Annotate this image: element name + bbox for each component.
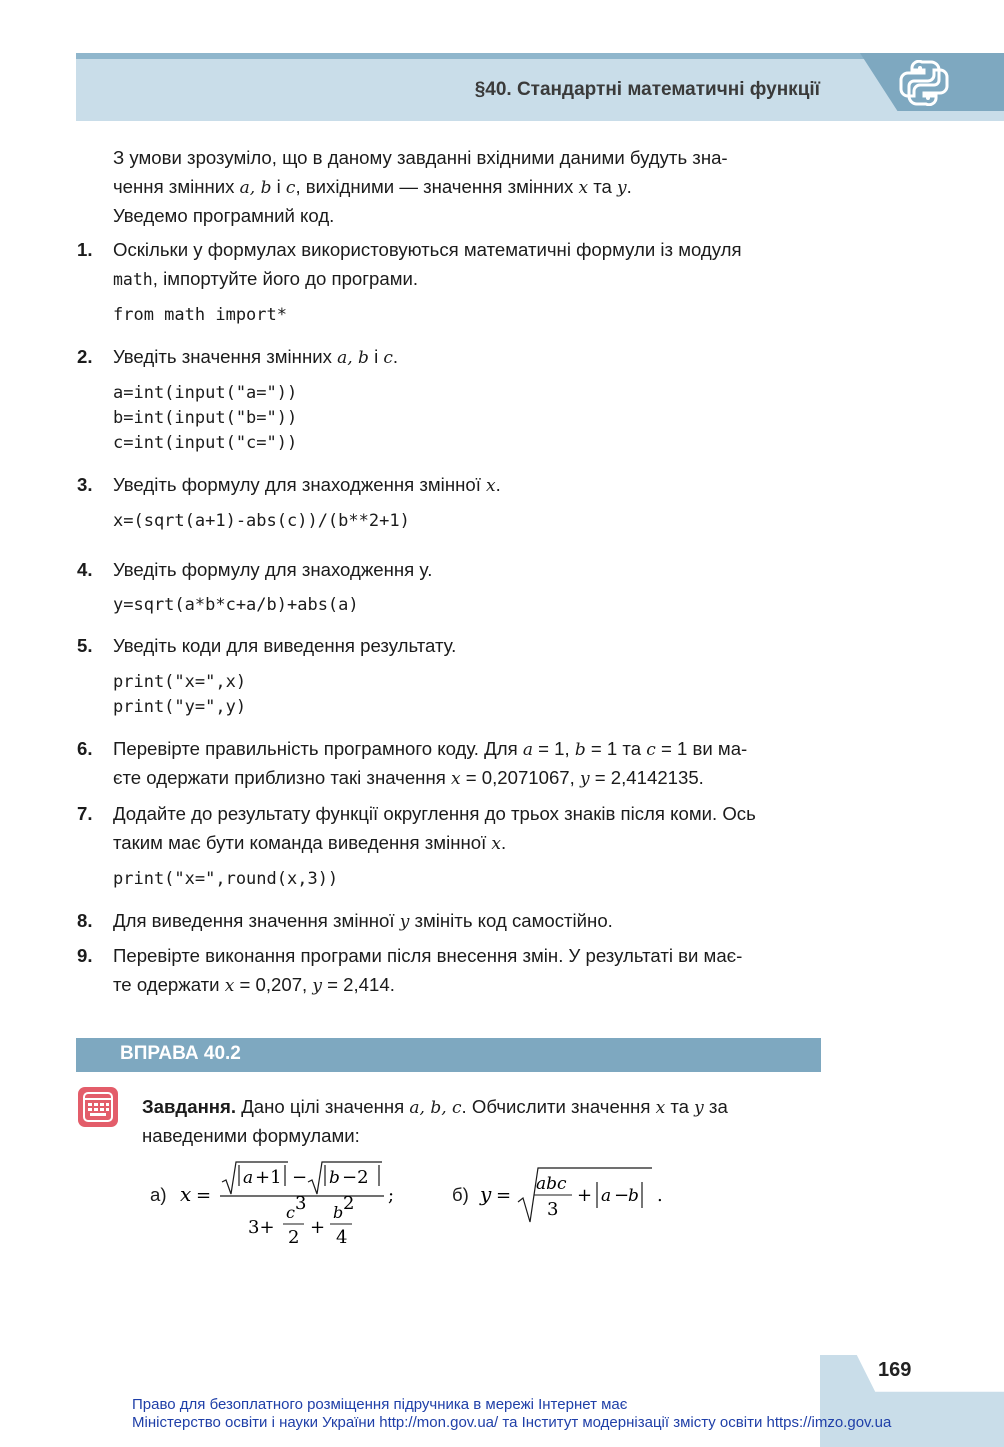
intro-line-2 [113, 172, 632, 203]
step-number: 1. [77, 239, 93, 260]
step-2-text [113, 342, 398, 373]
formula-b-label: б) [452, 1184, 469, 1205]
inline-code: math [113, 270, 153, 289]
page-number: 169 [878, 1359, 912, 1381]
text: = 0,207, [234, 974, 313, 995]
math-var: x [486, 476, 496, 496]
step-9-line-1: Перевірте виконання програми після внесення змін. У результаті ви має- [113, 945, 743, 966]
text: те одержати [113, 974, 225, 995]
math-var: b [574, 740, 586, 760]
formula-a [176, 1158, 406, 1258]
text: за [703, 1096, 728, 1117]
svg-text:−: − [614, 1185, 630, 1206]
code-block: print("x=",x) print("y=",y) [113, 672, 247, 717]
text: та [588, 176, 618, 197]
intro-line-3: Уведемо програмний код. [113, 205, 335, 226]
step-7-line-2 [113, 828, 506, 859]
text: Для виведення значення змінної [113, 910, 400, 931]
step-number: 8. [77, 910, 93, 931]
math-var: c [646, 740, 656, 760]
svg-text:−: − [292, 1167, 308, 1188]
math-var: x [655, 1098, 666, 1118]
svg-text:b: b [628, 1186, 639, 1206]
section-header-band [76, 53, 1004, 121]
footer-notice [132, 1396, 891, 1432]
step-1-line-1: Оскільки у формулах використовуються математичні формули із модуля [113, 239, 742, 260]
math-var-c: c [285, 178, 296, 198]
math-vars: a, b [337, 348, 369, 368]
step-1-line-2 [113, 264, 418, 294]
math-vars: a, b, c [409, 1098, 462, 1118]
step-6-line-1 [113, 734, 747, 765]
code-block: from math import* [113, 305, 287, 325]
python-logo-icon [898, 60, 950, 106]
exercise-task-line-1 [142, 1092, 728, 1123]
step-3-text [113, 470, 501, 501]
svg-text:a: a [243, 1168, 254, 1188]
text: єте одержати приблизно такі значення [113, 767, 451, 788]
step-6-line-2 [113, 763, 704, 794]
section-title: §40. Стандартні математичні функції [474, 79, 820, 100]
svg-text:b: b [333, 1203, 344, 1222]
svg-text:b: b [329, 1168, 340, 1188]
text: = 2,4142135. [589, 767, 704, 788]
text: = 1, [532, 738, 575, 759]
svg-text:;: ; [388, 1185, 395, 1206]
text: і [368, 346, 384, 367]
step-7-line-1: Додайте до результату функції округлення до трьох знаків після коми. Ось [113, 803, 756, 824]
step-number: 7. [77, 803, 93, 824]
text: . [626, 176, 632, 197]
text: таким має бути команда виведення змінної [113, 832, 492, 853]
math-var: x [491, 834, 502, 854]
svg-text:.: . [657, 1185, 663, 1206]
svg-text:c: c [286, 1203, 295, 1222]
text: . [501, 832, 507, 853]
code-block: y=sqrt(a*b*c+a/b)+abs(a) [113, 595, 359, 615]
task-label: Завдання. [142, 1096, 237, 1117]
footer-line-2: Міністерство освіти і науки України http://mon.gov.ua/ та Інститут модернізації змісту освіти https://imzo.gov.ua [132, 1414, 892, 1431]
math-var: y [399, 912, 410, 932]
svg-text:3: 3 [295, 1193, 307, 1214]
step-5-text: Уведіть коди для виведення результату. [113, 635, 457, 656]
text: = 0,2071067, [460, 767, 580, 788]
math-var: y [312, 976, 322, 996]
svg-text:=: = [496, 1185, 512, 1206]
text: , імпортуйте його до програми. [152, 268, 419, 289]
code-block: x=(sqrt(a+1)-abs(c))/(b**2+1) [113, 511, 410, 531]
text: = 2,414. [321, 974, 395, 995]
exercise-task-line-2: наведеними формулами: [142, 1125, 360, 1146]
svg-text:2: 2 [288, 1227, 300, 1248]
math-var: y [694, 1098, 704, 1118]
svg-text:+: + [577, 1185, 593, 1206]
svg-text:abc: abc [536, 1174, 567, 1194]
text: . Обчислити значення [461, 1096, 656, 1117]
formula-a-label: а) [150, 1184, 167, 1205]
svg-text:3: 3 [547, 1199, 559, 1220]
step-4-text: Уведіть формулу для знаходження y. [113, 559, 433, 580]
text: . [392, 346, 399, 367]
text: і [271, 176, 286, 197]
text: . [495, 474, 501, 495]
step-number: 2. [77, 346, 93, 367]
step-number: 4. [77, 559, 93, 580]
exercise-title: ВПРАВА 40.2 [120, 1043, 241, 1064]
svg-text:−2: −2 [342, 1167, 369, 1188]
math-var: x [450, 769, 461, 789]
math-var: y [579, 769, 590, 789]
step-number: 6. [77, 738, 93, 759]
svg-text:=: = [196, 1185, 212, 1206]
svg-text:+: + [310, 1217, 326, 1238]
step-number: 3. [77, 474, 93, 495]
svg-text:4: 4 [336, 1227, 348, 1248]
math-var-x: x [578, 178, 589, 198]
text: Дано цілі значення [236, 1096, 410, 1117]
svg-text:+1: +1 [255, 1167, 282, 1188]
text: чення змінних [113, 176, 240, 197]
math-vars-ab: a, b [239, 178, 272, 198]
svg-text:3+: 3+ [248, 1217, 275, 1238]
math-var-y: y [617, 178, 627, 198]
text: Уведіть значення змінних [113, 346, 338, 367]
svg-text:2: 2 [343, 1193, 355, 1214]
text: = 1 та [585, 738, 647, 759]
svg-text:x: x [180, 1182, 192, 1206]
text: Перевірте правильність програмного коду. Для [113, 738, 523, 759]
exercise-band [76, 1038, 821, 1072]
svg-text:y: y [480, 1182, 492, 1206]
code-block: a=int(input("a=")) b=int(input("b=")) c=int(input("c=")) [113, 383, 298, 453]
text: , вихідними — значення змінних [295, 176, 579, 197]
step-8-text [113, 906, 613, 937]
step-number: 9. [77, 945, 93, 966]
math-var: c [383, 348, 393, 368]
math-var: x [224, 976, 235, 996]
formula-b [476, 1158, 676, 1233]
footer-line-1: Право для безоплатного розміщення підручника в мережі Інтернет має [132, 1396, 628, 1413]
intro-line-1: З умови зрозуміло, що в даному завданні вхідними даними будуть зна- [113, 147, 728, 168]
step-9-line-2 [113, 970, 395, 1001]
text: = 1 ви ма- [655, 738, 748, 759]
text: Уведіть формулу для знаходження змінної [113, 474, 487, 495]
text: змініть код самостійно. [409, 910, 613, 931]
code-block: print("x=",round(x,3)) [113, 869, 339, 889]
text: та [665, 1096, 695, 1117]
step-number: 5. [77, 635, 93, 656]
svg-text:a: a [601, 1186, 612, 1206]
keyboard-icon [78, 1087, 118, 1127]
math-var: a [522, 740, 533, 760]
